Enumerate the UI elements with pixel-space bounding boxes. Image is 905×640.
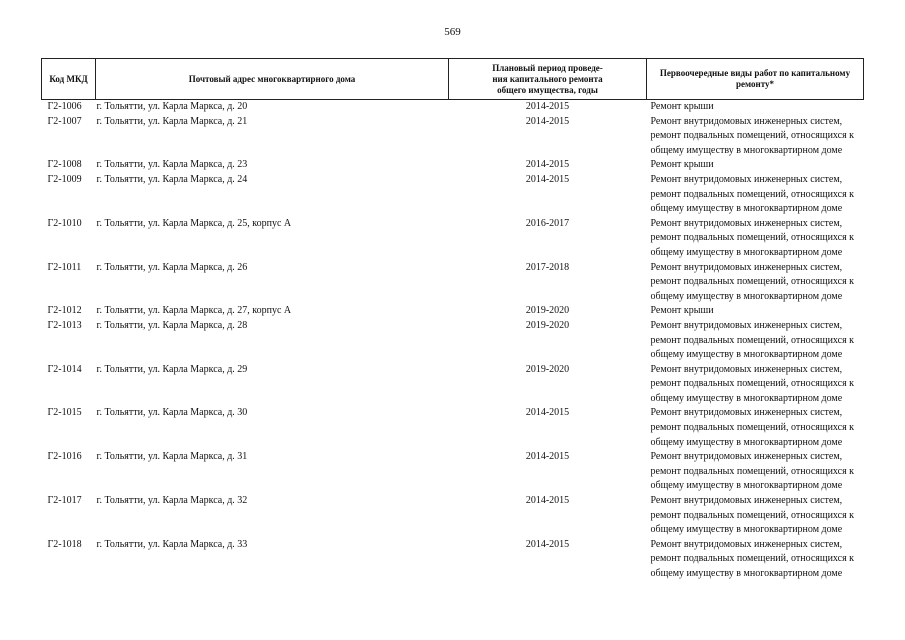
header-period-line: ния капитального ремонта xyxy=(492,73,603,84)
cell-works xyxy=(647,538,864,582)
works-line: Ремонт крыши xyxy=(650,159,714,171)
works-line: Ремонт внутридомовых инженерных систем, xyxy=(650,451,843,463)
works-line: ремонт подвальных помещений, относящихся к xyxy=(650,232,855,244)
works-line: общему имуществу в многоквартирном доме xyxy=(650,480,843,492)
table-row xyxy=(42,363,864,407)
cell-address: г. Тольятти, ул. Карла Маркса, д. 26 xyxy=(96,261,248,273)
works-line: Ремонт внутридомовых инженерных систем, xyxy=(650,173,843,185)
works-line: ремонт подвальных помещений, относящихся к xyxy=(650,553,855,565)
cell-period: 2014-2015 xyxy=(525,495,570,507)
cell-works xyxy=(647,450,864,494)
table-body xyxy=(42,100,864,582)
cell-address: г. Тольятти, ул. Карла Маркса, д. 29 xyxy=(96,363,248,375)
cell-code: Г2-1018 xyxy=(47,538,82,550)
works-line: общему имуществу в многоквартирном доме xyxy=(650,524,843,536)
cell-code: Г2-1010 xyxy=(47,217,82,229)
cell-code: Г2-1009 xyxy=(47,173,82,185)
table-row xyxy=(42,217,864,261)
works-line: Ремонт крыши xyxy=(650,101,714,112)
works-line: Ремонт внутридомовых инженерных систем, xyxy=(650,538,843,550)
cell-code: Г2-1013 xyxy=(47,319,82,331)
cell-address: г. Тольятти, ул. Карла Маркса, д. 31 xyxy=(96,451,248,463)
table-row xyxy=(42,494,864,538)
table-row xyxy=(42,115,864,159)
cell-code: Г2-1006 xyxy=(47,101,82,112)
cell-address: г. Тольятти, ул. Карла Маркса, д. 32 xyxy=(96,495,248,507)
cell-works xyxy=(647,158,864,173)
header-period xyxy=(449,59,647,100)
cell-works xyxy=(647,319,864,363)
header-code: Код МКД xyxy=(42,59,96,100)
works-line: ремонт подвальных помещений, относящихся к xyxy=(650,465,855,477)
cell-period: 2014-2015 xyxy=(525,173,570,185)
works-line: ремонт подвальных помещений, относящихся к xyxy=(650,378,855,390)
cell-code: Г2-1014 xyxy=(47,363,82,375)
cell-works xyxy=(647,173,864,217)
table-row xyxy=(42,304,864,319)
works-line: общему имуществу в многоквартирном доме xyxy=(650,349,843,361)
table-header xyxy=(42,59,864,100)
table-row xyxy=(42,538,864,582)
table-row xyxy=(42,450,864,494)
table-row xyxy=(42,100,864,115)
works-line: Ремонт внутридомовых инженерных систем, xyxy=(650,261,843,273)
cell-address: г. Тольятти, ул. Карла Маркса, д. 24 xyxy=(96,173,248,185)
cell-code: Г2-1012 xyxy=(47,305,82,317)
table-row xyxy=(42,261,864,305)
cell-works xyxy=(647,406,864,450)
header-period-line: общего имущества, годы xyxy=(497,84,598,95)
table-row xyxy=(42,406,864,450)
table-row xyxy=(42,173,864,217)
works-line: Ремонт внутридомовых инженерных систем, xyxy=(650,495,843,507)
table-row xyxy=(42,158,864,173)
cell-period: 2019-2020 xyxy=(525,319,570,331)
header-works-line: ремонту* xyxy=(736,79,774,89)
cell-period: 2014-2015 xyxy=(525,101,570,112)
works-line: общему имуществу в многоквартирном доме xyxy=(650,392,843,404)
cell-works xyxy=(647,100,864,115)
cell-code: Г2-1007 xyxy=(47,115,82,127)
works-line: Ремонт внутридомовых инженерных систем, xyxy=(650,115,843,127)
cell-address: г. Тольятти, ул. Карла Маркса, д. 21 xyxy=(96,115,248,127)
cell-address: г. Тольятти, ул. Карла Маркса, д. 27, корпус А xyxy=(96,305,292,317)
header-works-line: Первоочередные виды работ по капитальному xyxy=(659,68,851,78)
table-row xyxy=(42,319,864,363)
cell-works xyxy=(647,304,864,319)
works-line: ремонт подвальных помещений, относящихся к xyxy=(650,276,855,288)
cell-period: 2019-2020 xyxy=(525,305,570,317)
works-line: ремонт подвальных помещений, относящихся к xyxy=(650,130,855,142)
cell-period: 2014-2015 xyxy=(525,159,570,171)
works-line: Ремонт внутридомовых инженерных систем, xyxy=(650,407,843,419)
works-line: Ремонт внутридомовых инженерных систем, xyxy=(650,363,843,375)
header-address: Почтовый адрес многоквартирного дома xyxy=(96,59,449,100)
works-line: ремонт подвальных помещений, относящихся к xyxy=(650,422,855,434)
header-period-line: Плановый период проведе- xyxy=(492,62,603,73)
works-line: Ремонт крыши xyxy=(650,305,714,317)
cell-period: 2019-2020 xyxy=(525,363,570,375)
cell-works xyxy=(647,261,864,305)
cell-code: Г2-1011 xyxy=(47,261,82,273)
works-line: общему имуществу в многоквартирном доме xyxy=(650,144,843,156)
works-line: общему имуществу в многоквартирном доме xyxy=(650,246,843,258)
cell-works xyxy=(647,494,864,538)
cell-address: г. Тольятти, ул. Карла Маркса, д. 25, корпус А xyxy=(96,217,292,229)
repair-register-table xyxy=(41,58,864,582)
works-line: общему имуществу в многоквартирном доме xyxy=(650,203,843,215)
works-line: общему имуществу в многоквартирном доме xyxy=(650,436,843,448)
works-line: ремонт подвальных помещений, относящихся к xyxy=(650,188,855,200)
cell-works xyxy=(647,363,864,407)
cell-works xyxy=(647,217,864,261)
header-works xyxy=(647,59,864,100)
works-line: общему имуществу в многоквартирном доме xyxy=(650,290,843,302)
cell-period: 2014-2015 xyxy=(525,538,570,550)
cell-code: Г2-1015 xyxy=(47,407,82,419)
cell-address: г. Тольятти, ул. Карла Маркса, д. 20 xyxy=(96,101,248,112)
works-line: Ремонт внутридомовых инженерных систем, xyxy=(650,217,843,229)
cell-code: Г2-1008 xyxy=(47,159,82,171)
works-line: ремонт подвальных помещений, относящихся к xyxy=(650,509,855,521)
cell-address: г. Тольятти, ул. Карла Маркса, д. 33 xyxy=(96,538,248,550)
cell-works xyxy=(647,115,864,159)
works-line: общему имуществу в многоквартирном доме xyxy=(650,568,843,579)
works-line: Ремонт внутридомовых инженерных систем, xyxy=(650,319,843,331)
cell-code: Г2-1016 xyxy=(47,451,82,463)
cell-period: 2017-2018 xyxy=(525,261,570,273)
header-row xyxy=(42,59,864,100)
cell-address: г. Тольятти, ул. Карла Маркса, д. 23 xyxy=(96,159,248,171)
cell-period: 2014-2015 xyxy=(525,115,570,127)
cell-period: 2014-2015 xyxy=(525,407,570,419)
cell-address: г. Тольятти, ул. Карла Маркса, д. 28 xyxy=(96,319,248,331)
works-line: ремонт подвальных помещений, относящихся к xyxy=(650,334,855,346)
cell-address: г. Тольятти, ул. Карла Маркса, д. 30 xyxy=(96,407,248,419)
cell-period: 2014-2015 xyxy=(525,451,570,463)
cell-code: Г2-1017 xyxy=(47,495,82,507)
page-number: 569 xyxy=(444,26,461,38)
cell-period: 2016-2017 xyxy=(525,217,570,229)
